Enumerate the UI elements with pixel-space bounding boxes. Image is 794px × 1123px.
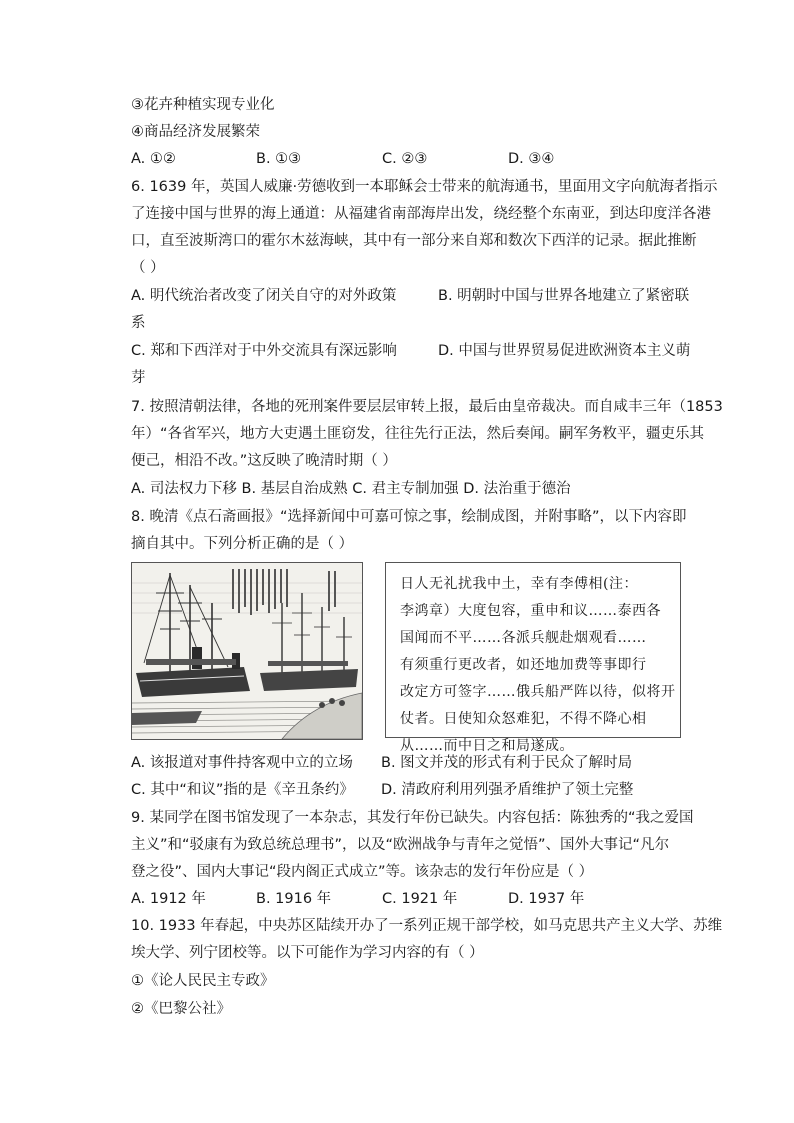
q9-stem-line-1: 9. 某同学在图书馆发现了一本杂志，其发行年份已缺失。内容包括：陈独秀的“我之爱国 <box>131 810 694 826</box>
q8-stem-line-2: 摘自其中。下列分析正确的是（ ） <box>131 536 354 552</box>
warships-harbor-illustration <box>132 563 362 739</box>
q6-option-a: A. 明代统治者改变了闭关自守的对外政策 <box>131 288 397 304</box>
q5-item-3: ③花卉种植实现专业化 <box>131 97 275 113</box>
q9-stem-line-2: 主义”和“驳康有为致总统总理书”，以及“欧洲战争与青年之觉悟”、国外大事记“凡尔 <box>131 837 670 853</box>
excerpt-line: 改定方可签字……俄兵船严阵以待，似将开 <box>400 684 676 700</box>
q8-stem-line-1: 8. 晚清《点石斋画报》“选择新闻中可嘉可惊之事，绘制成图，并附事略”，以下内容即 <box>131 509 687 525</box>
q10-item-1: ①《论人民民主专政》 <box>131 973 275 989</box>
q10-stem-line-1: 10. 1933 年春起，中央苏区陆续开办了一系列正规干部学校，如马克思共产主义大学、苏维 <box>131 918 723 934</box>
q6-option-d: D. 中国与世界贸易促进欧洲资本主义萌 <box>438 343 691 359</box>
excerpt-line: 有须重行更改者，如还地加费等事即行 <box>400 657 647 673</box>
q9-option-b: B. 1916 年 <box>256 891 332 907</box>
q6-option-c: C. 郑和下西洋对于中外交流具有深远影响 <box>131 343 397 359</box>
q9-option-a: A. 1912 年 <box>131 891 206 907</box>
historical-engraving-image <box>131 562 363 740</box>
q5-option-b: B. ①③ <box>256 151 302 167</box>
q6-option-b: B. 明朝时中国与世界各地建立了紧密联 <box>438 288 690 304</box>
excerpt-line: 国闻而不平……各派兵舰赴烟观看…… <box>400 630 647 646</box>
q5-item-4: ④商品经济发展繁荣 <box>131 124 260 140</box>
q5-option-a: A. ①② <box>131 151 176 167</box>
q6-stem-line-1: 6. 1639 年，英国人威廉·劳德收到一本耶稣会士带来的航海通书，里面用文字向航海者指示 <box>131 179 718 195</box>
q5-option-c: C. ②③ <box>382 151 428 167</box>
q10-stem-line-2: 埃大学、列宁团校等。以下可能作为学习内容的有（ ） <box>131 945 484 961</box>
q10-item-2: ②《巴黎公社》 <box>131 1001 231 1017</box>
excerpt-line: 仗者。日使知众怒难犯，不得不降心相 <box>400 711 647 727</box>
q8-option-c: C. 其中“和议”指的是《辛丑条约》 <box>131 782 354 798</box>
q5-option-d: D. ③④ <box>508 151 555 167</box>
q6-option-d-continued: 芽 <box>131 370 146 386</box>
newspaper-excerpt-box <box>385 562 681 754</box>
excerpt-line: 从……而中日之和局遂成。 <box>400 738 574 754</box>
q9-option-d: D. 1937 年 <box>508 891 585 907</box>
q6-option-b-continued: 系 <box>131 315 146 331</box>
q6-answer-blank: （ ） <box>131 260 165 276</box>
excerpt-line: 日人无礼扰我中土，幸有李傅相(注： <box>400 576 638 592</box>
q7-stem-line-1: 7. 按照清朝法律，各地的死刑案件要层层审转上报，最后由皇帝裁决。而自咸丰三年（1853 <box>131 399 723 415</box>
q7-stem-line-3: 便己，相沿不改。”这反映了晚清时期（ ） <box>131 453 397 469</box>
q6-stem-line-2: 了连接中国与世界的海上通道：从福建省南部海岸出发，绕经整个东南亚，到达印度洋各港 <box>131 206 711 222</box>
q8-option-d: D. 清政府利用列强矛盾维护了领土完整 <box>381 782 634 798</box>
q6-stem-line-3: 口，直至波斯湾口的霍尔木兹海峡，其中有一部分来自郑和数次下西洋的记录。据此推断 <box>131 233 697 249</box>
q7-options: A. 司法权力下移 B. 基层自治成熟 C. 君主专制加强 D. 法治重于德治 <box>131 481 571 497</box>
q9-option-c: C. 1921 年 <box>382 891 458 907</box>
q8-option-b: B. 图文并茂的形式有利于民众了解时局 <box>381 755 633 771</box>
q9-stem-line-3: 登之役”、国内大事记“段内阁正式成立”等。该杂志的发行年份应是（ ） <box>131 864 594 880</box>
q7-stem-line-2: 年）“各省军兴，地方大吏遇土匪窃发，往往先行正法，然后奏闻。嗣军务敉平，疆吏乐其 <box>131 426 705 442</box>
excerpt-line: 李鸿章）大度包容，重申和议……泰西各 <box>400 603 661 619</box>
q8-option-a: A. 该报道对事件持客观中立的立场 <box>131 755 353 771</box>
